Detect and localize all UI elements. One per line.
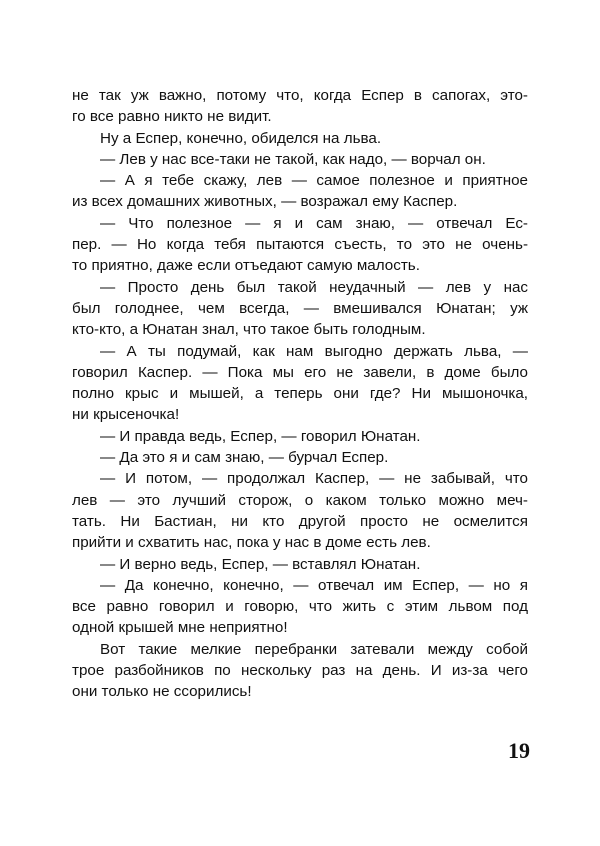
text-line: лев — это лучший сторож, о каком только можно меч- [72, 491, 528, 509]
text-line: — Лев у нас все-таки не такой, как надо, — ворчал он. [100, 150, 486, 168]
paragraph [72, 639, 528, 703]
paragraph [72, 468, 528, 553]
paragraph [72, 149, 528, 170]
text-line: Ну а Еспер, конечно, обиделся на льва. [100, 129, 382, 147]
text-line: трое разбойников по нескольку раз на день. И из-за чего [72, 662, 528, 680]
text-line: то приятно, даже если отъедают самую малость. [72, 257, 420, 275]
text-line: — Да конечно, конечно, — отвечал им Еспер, — но я [100, 576, 528, 594]
text-line: Вот такие мелкие перебранки затевали между собой [100, 640, 528, 658]
text-line: — И потом, — продолжал Каспер, — не забывай, что [100, 470, 528, 488]
text-line: тать. Ни Бастиан, ни кто другой просто не осмелится [72, 512, 528, 530]
text-line: все равно говорил и говорю, что жить с этим львом под [72, 598, 528, 616]
text-line: — Да это я и сам знаю, — бурчал Еспер. [100, 449, 389, 467]
text-line: прийти и схватить нас, пока у нас в доме есть лев. [72, 534, 431, 552]
text-line: — А я тебе скажу, лев — самое полезное и приятное [100, 172, 528, 190]
text-line: — Просто день был такой неудачный — лев у нас [100, 278, 528, 296]
text-line: они только не ссорились! [72, 683, 252, 701]
text-line: не так уж важно, потому что, когда Еспер в сапогах, это- [72, 87, 528, 104]
paragraph [72, 426, 528, 447]
text-line: одной крышей мне неприятно! [72, 619, 288, 637]
text-line: — А ты подумай, как нам выгодно держать льва, — [100, 342, 528, 360]
paragraph [72, 85, 528, 128]
text-line: кто-кто, а Юнатан знал, что такое быть голодным. [72, 321, 426, 339]
text-line: пер. — Но когда тебя пытаются съесть, то это не очень- [72, 236, 528, 254]
paragraph [72, 554, 528, 575]
paragraph [72, 128, 528, 149]
paragraph [72, 341, 528, 426]
paragraph [72, 213, 528, 277]
text-line: полно крыс и мышей, а теперь они где? Ни мышоночка, [72, 385, 528, 403]
text-line: — И верно ведь, Еспер, — вставлял Юнатан. [100, 555, 421, 573]
text-line: — И правда ведь, Еспер, — говорил Юнатан. [100, 427, 421, 445]
text-line: был голоднее, чем всегда, — вмешивался Юнатан; уж [72, 299, 528, 317]
text-line: говорил Каспер. — Пока мы его не завели, в доме было [72, 363, 528, 381]
paragraph [72, 447, 528, 468]
paragraph [72, 277, 528, 341]
text-line: из всех домашних животных, — возражал ему Каспер. [72, 193, 458, 211]
page-body [72, 85, 528, 703]
page-number: 19 [508, 738, 530, 763]
text-line: го все равно никто не видит. [72, 108, 272, 126]
paragraph [72, 575, 528, 639]
text-line: — Что полезное — я и сам знаю, — отвечал Ес- [100, 214, 528, 232]
text-line: ни крысеночка! [72, 406, 180, 424]
paragraph [72, 170, 528, 213]
